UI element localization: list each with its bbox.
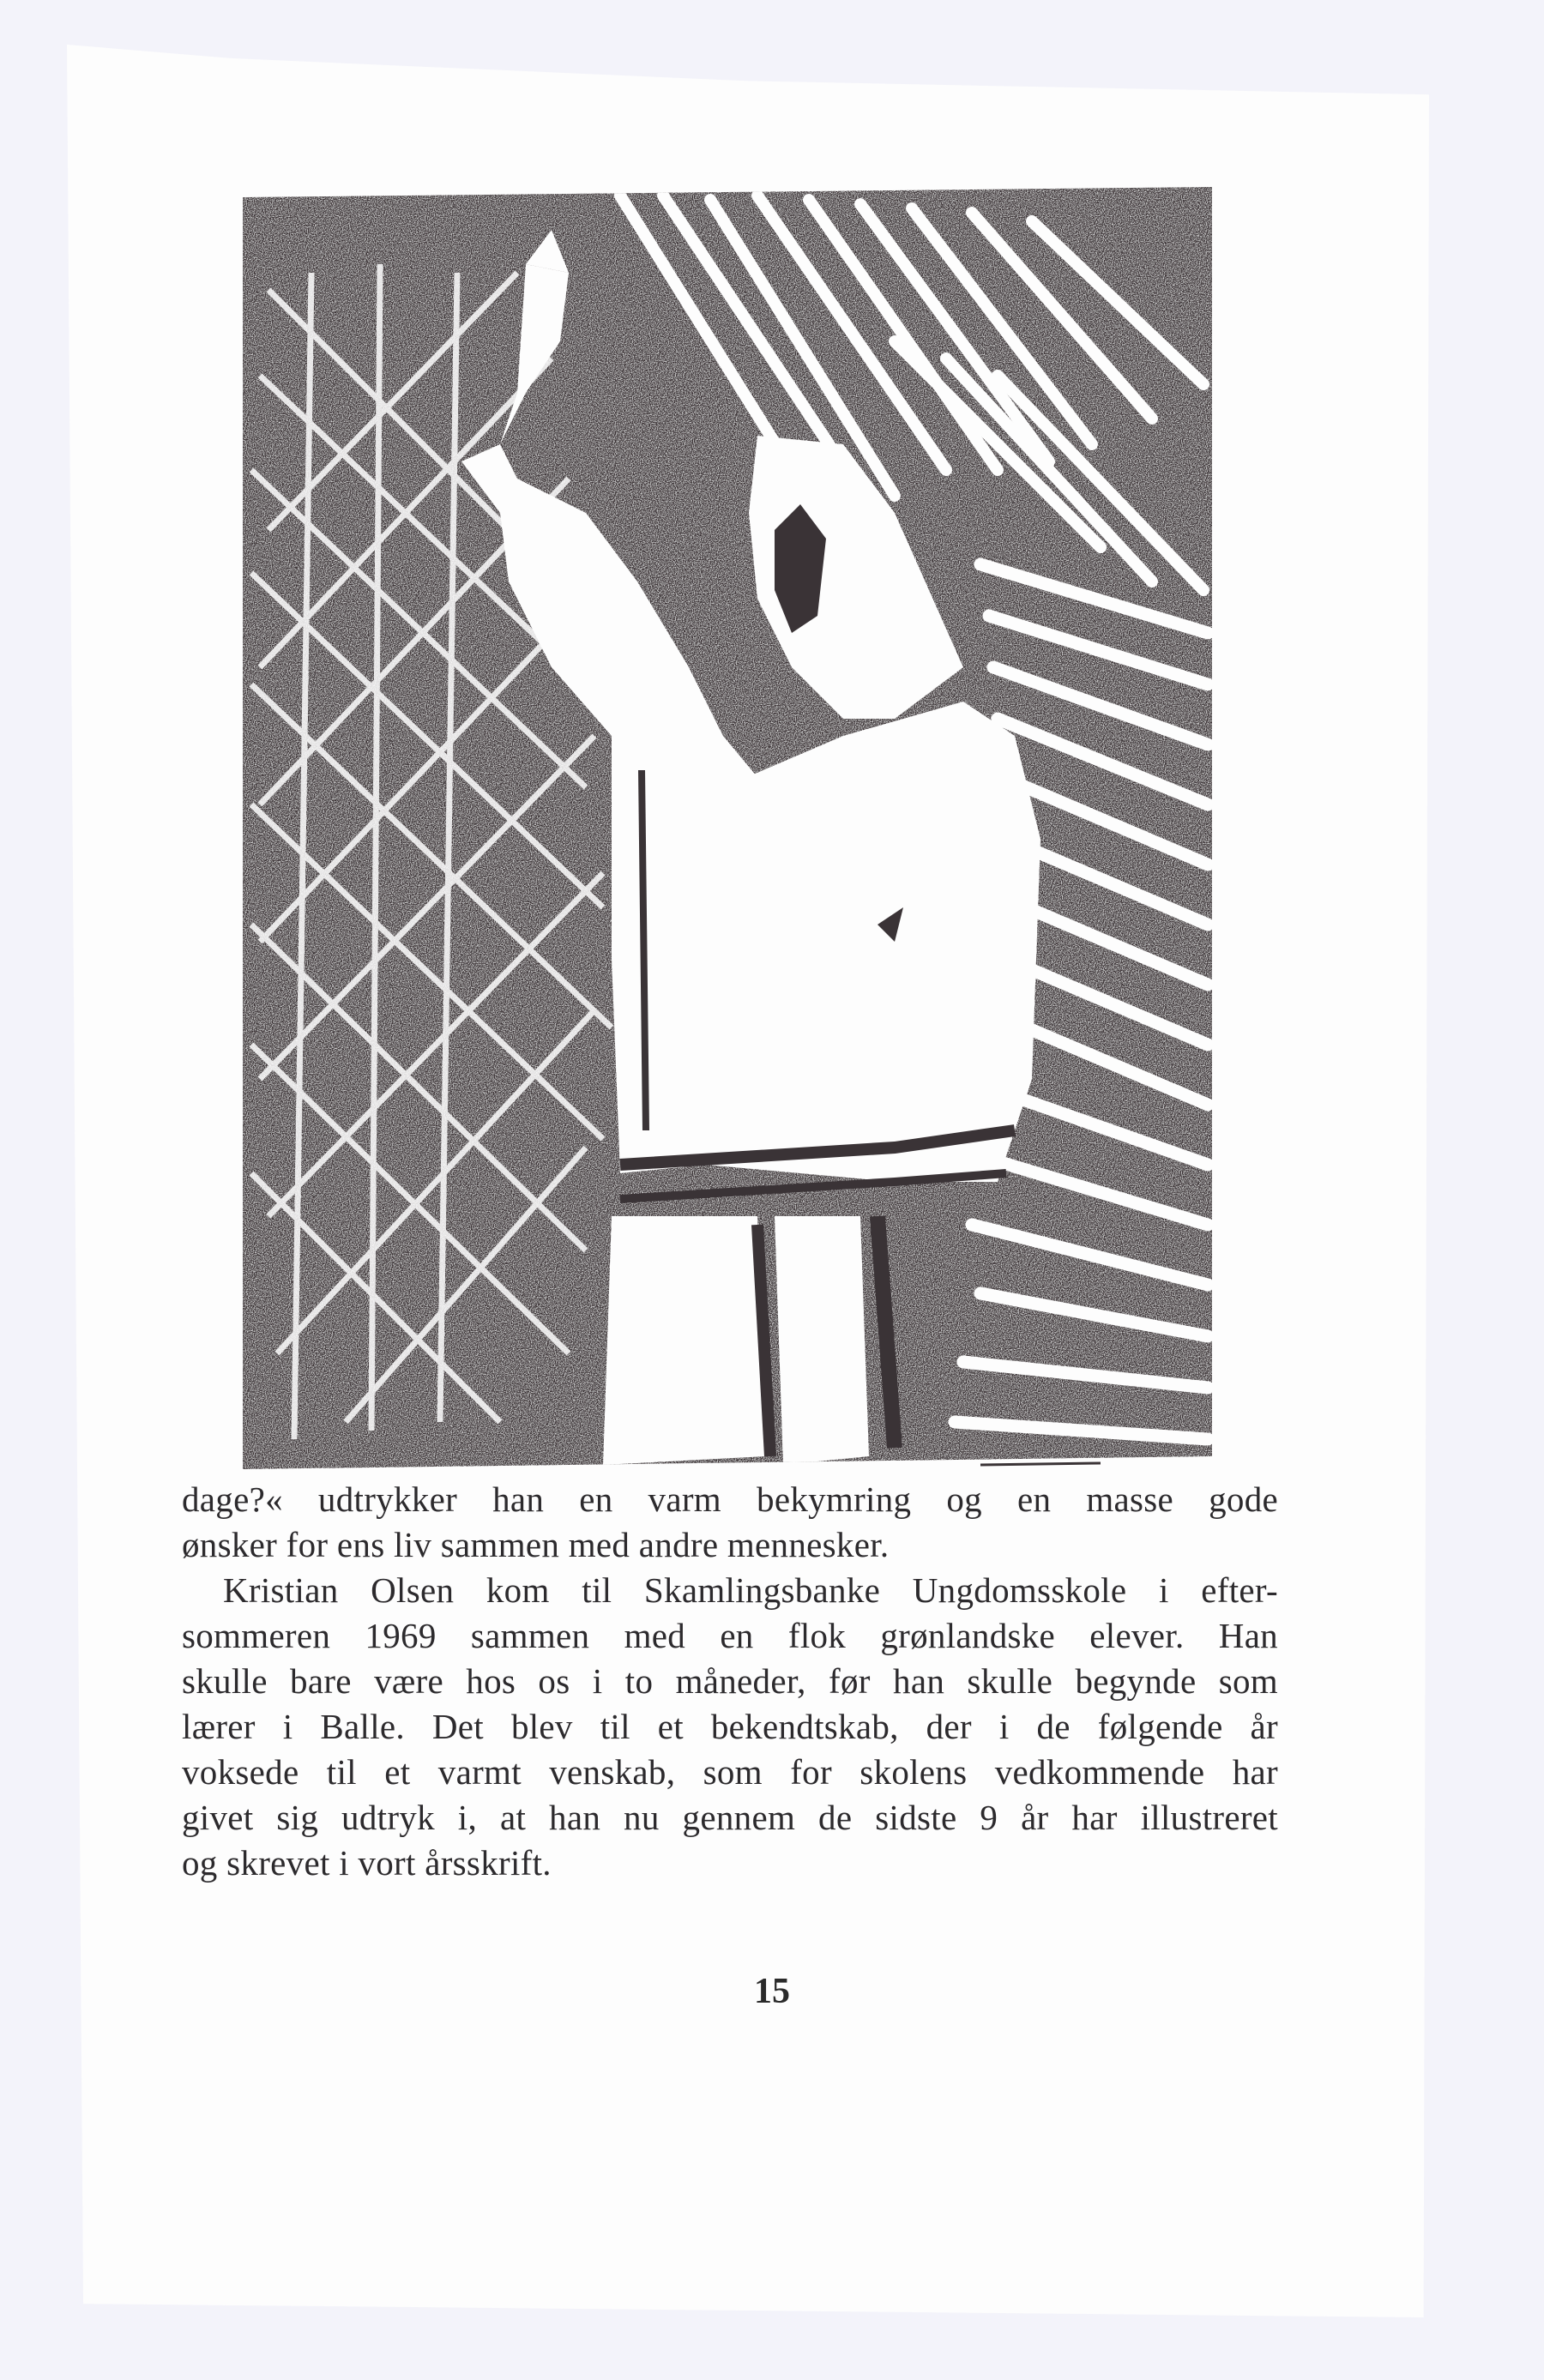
body-text <box>182 1477 1278 1886</box>
page-number: 15 <box>754 1972 790 2011</box>
text-line: skulle bare være hos os i to måneder, før han skulle begynde som <box>182 1661 1278 1701</box>
woodcut-illustration <box>243 187 1212 1469</box>
woodcut-figure-image <box>243 187 1212 1469</box>
text-line: ønsker for ens liv sammen med andre mennesker. <box>182 1525 890 1564</box>
text-line: og skrevet i vort årsskrift. <box>182 1843 552 1883</box>
text-line: sommeren 1969 sammen med en flok grønlandske elever. Han <box>182 1616 1278 1655</box>
text-line: lærer i Balle. Det blev til et bekendtskab, der i de følgende år <box>182 1707 1278 1746</box>
text-line: Kristian Olsen kom til Skamlingsbanke Ungdomsskole i efter- <box>223 1570 1278 1610</box>
text-line: givet sig udtryk i, at han nu gennem de sidste 9 år har illustreret <box>182 1798 1278 1837</box>
text-line: voksede til et varmt venskab, som for skolens vedkommende har <box>182 1752 1278 1792</box>
text-line: dage?« udtrykker han en varm bekymring og en masse gode <box>182 1479 1278 1519</box>
